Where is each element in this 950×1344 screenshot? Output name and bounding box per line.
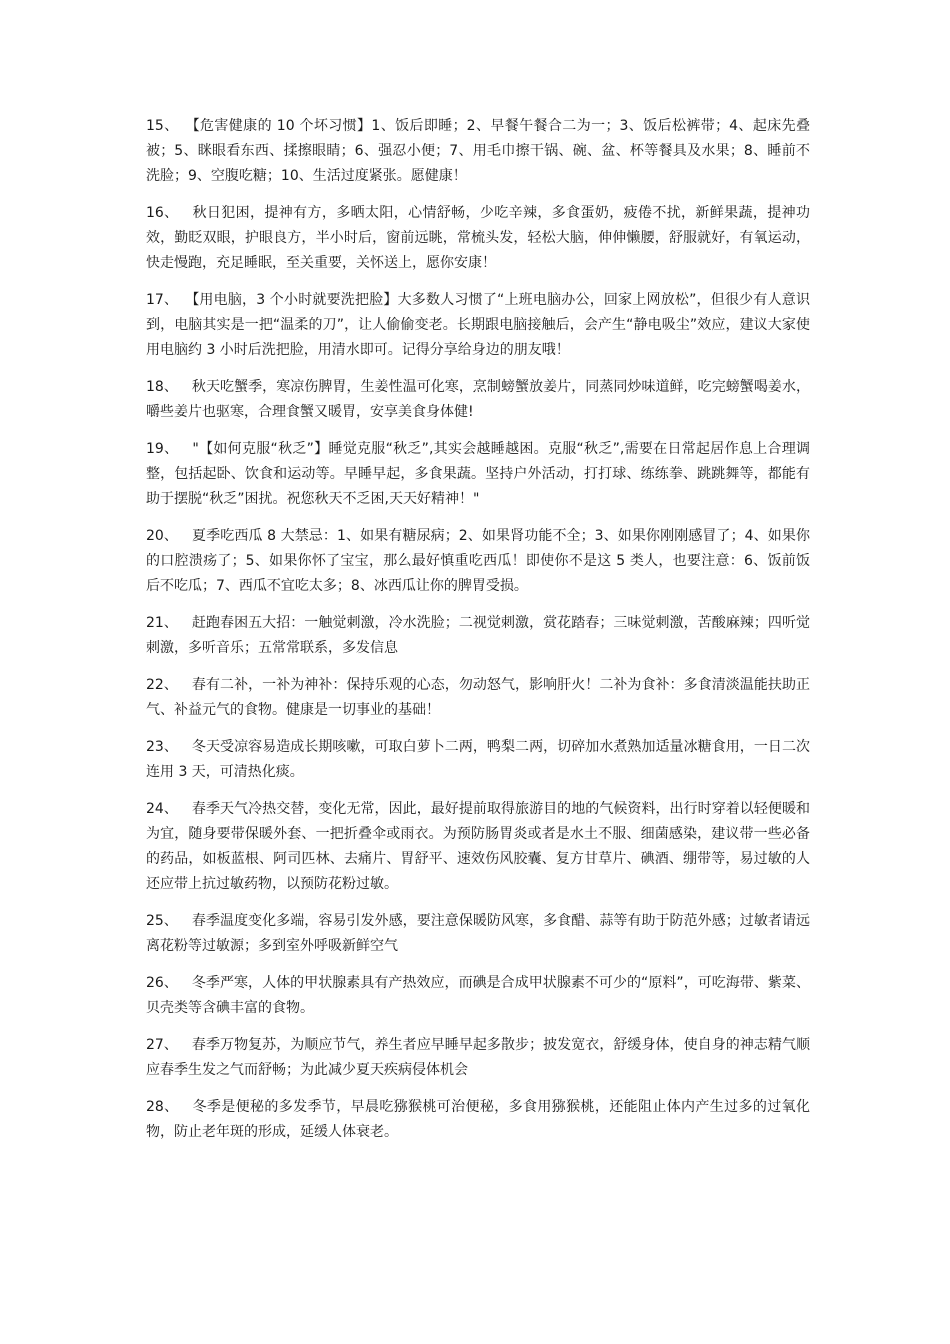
item-number: 18、: [146, 379, 178, 395]
item-text: "【如何克服“秋乏”】睡觉克服“秋乏”,其实会越睡越困。克服“秋乏”,需要在日常起居作息上合理调整，包括起卧、饮食和运动等。早睡早起，多食果蔬。坚持户外活动，打打球、练练拳、跳跳舞等，都能有助于摆脱“秋乏”困扰。祝您秋天不乏困,天天好精神！": [146, 441, 810, 507]
tip-item: [146, 611, 810, 661]
item-text: 春季万物复苏，为顺应节气，养生者应早睡早起多散步；披发宽衣，舒缓身体，使自身的神志精气顺应春季生发之气而舒畅；为此减少夏天疾病侵体机会: [146, 1037, 810, 1078]
item-number: 17、: [146, 292, 179, 308]
tip-item: [146, 909, 810, 959]
item-number: 16、: [146, 205, 179, 221]
item-number: 24、: [146, 801, 178, 817]
item-text: 【危害健康的 10 个坏习惯】1、饭后即睡；2、早餐午餐合二为一；3、饭后松裤带；4、起床先叠被；5、眯眼看东西、揉擦眼睛；6、强忍小便；7、用毛巾擦干锅、碗、盆、杯等餐具及水果；8、睡前不洗脸；9、空腹吃糖；10、生活过度紧张。愿健康！: [146, 118, 810, 184]
item-number: 22、: [146, 677, 178, 693]
item-text: 秋日犯困，提神有方，多晒太阳，心情舒畅，少吃辛辣，多食蛋奶，疲倦不扰，新鲜果蔬，提神功效，勤眨双眼，护眼良方，半小时后，窗前远眺，常梳头发，轻松大脑，伸伸懒腰，舒服就好，有氧运动，快走慢跑，充足睡眠，至关重要，关怀送上，愿你安康！: [146, 205, 810, 271]
tip-item: [146, 201, 810, 276]
item-number: 28、: [146, 1099, 179, 1115]
item-number: 27、: [146, 1037, 178, 1053]
tip-item: [146, 114, 810, 189]
item-number: 21、: [146, 615, 178, 631]
item-number: 20、: [146, 528, 179, 544]
item-text: 冬季是便秘的多发季节，早晨吃猕猴桃可治便秘，多食用猕猴桃，还能阻止体内产生过多的过氧化物，防止老年斑的形成，延缓人体衰老。: [146, 1099, 810, 1140]
document-page: [146, 114, 810, 1157]
item-text: 赶跑春困五大招：一触觉刺激，冷水洗脸；二视觉刺激，赏花踏春；三味觉刺激，苦酸麻辣；四听觉刺激，多听音乐；五常常联系，多发信息: [146, 615, 810, 656]
tip-item: [146, 673, 810, 723]
item-number: 26、: [146, 975, 178, 991]
item-text: 春季天气冷热交替，变化无常，因此，最好提前取得旅游目的地的气候资料，出行时穿着以轻便暖和为宜，随身要带保暖外套、一把折叠伞或雨衣。为预防肠胃炎或者是水土不服、细菌感染，建议带一些必备的药品，如板蓝根、阿司匹林、去痛片、胃舒平、速效伤风胶囊、复方甘草片、碘酒、绷带等，易过敏的人还应带上抗过敏药物，以预防花粉过敏。: [146, 801, 810, 892]
tip-item: [146, 437, 810, 512]
item-text: 冬天受凉容易造成长期咳嗽，可取白萝卜二两，鸭梨二两，切碎加水煮熟加适量冰糖食用，一日二次连用 3 天，可清热化痰。: [146, 739, 810, 780]
item-number: 19、: [146, 441, 179, 457]
item-number: 15、: [146, 118, 179, 134]
tip-item: [146, 1033, 810, 1083]
item-text: 春有二补，一补为神补：保持乐观的心态，勿动怒气，影响肝火！二补为食补：多食清淡温能扶助正气、补益元气的食物。健康是一切事业的基础！: [146, 677, 810, 718]
tip-item: [146, 1095, 810, 1145]
tip-item: [146, 735, 810, 785]
item-text: 夏季吃西瓜 8 大禁忌：1、如果有糖尿病；2、如果肾功能不全；3、如果你刚刚感冒了；4、如果你的口腔溃疡了；5、如果你怀了宝宝，那么最好慎重吃西瓜！即使你不是这 5 类人，也要注意：6、饭前饭后不吃瓜；7、西瓜不宜吃太多；8、冰西瓜让你的脾胃受损。: [146, 528, 810, 594]
item-number: 23、: [146, 739, 178, 755]
item-number: 25、: [146, 913, 178, 929]
tip-item: [146, 375, 810, 425]
item-text: 秋天吃蟹季，寒凉伤脾胃，生姜性温可化寒，烹制螃蟹放姜片，同蒸同炒味道鲜，吃完螃蟹喝姜水，嚼些姜片也驱寒，合理食蟹又暖胃，安享美食身体健!: [146, 379, 810, 420]
tip-item: [146, 524, 810, 599]
tip-item: [146, 797, 810, 897]
item-text: 冬季严寒，人体的甲状腺素具有产热效应，而碘是合成甲状腺素不可少的“原料”，可吃海带、紫菜、贝壳类等含碘丰富的食物。: [146, 975, 810, 1016]
item-text: 【用电脑，3 个小时就要洗把脸】大多数人习惯了“上班电脑办公，回家上网放松”，但很少有人意识到，电脑其实是一把“温柔的刀”，让人偷偷变老。长期跟电脑接触后，会产生“静电吸尘”效应，建议大家使用电脑约 3 小时后洗把脸，用清水即可。记得分享给身边的朋友哦！: [146, 292, 810, 358]
tip-item: [146, 971, 810, 1021]
item-text: 春季温度变化多端，容易引发外感，要注意保暖防风寒，多食醋、蒜等有助于防范外感；过敏者请远离花粉等过敏源；多到室外呼吸新鲜空气: [146, 913, 810, 954]
tip-item: [146, 288, 810, 363]
